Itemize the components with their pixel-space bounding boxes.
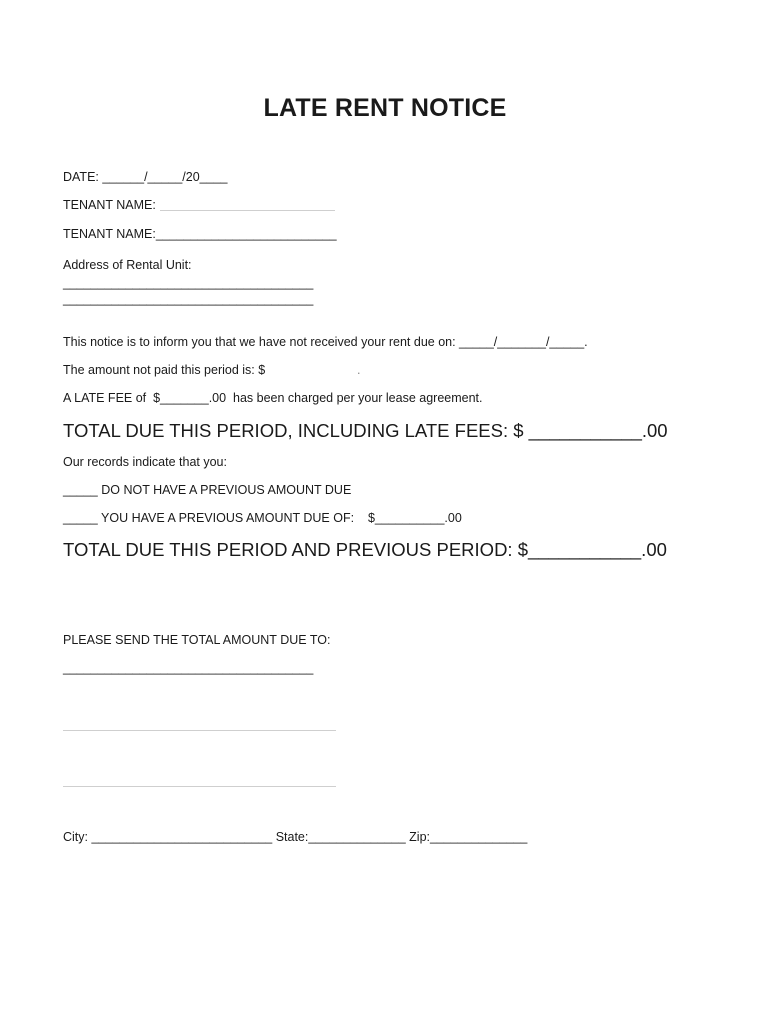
amount-not-paid-text: The amount not paid this period is: $ <box>63 363 266 377</box>
total-due-previous-period: TOTAL DUE THIS PERIOD AND PREVIOUS PERIOD: $___________.00 <box>63 539 667 560</box>
total-due-late-fees: TOTAL DUE THIS PERIOD, INCLUDING LATE FEES: $ ___________.00 <box>63 420 668 441</box>
tenant-name-line-1[interactable] <box>160 210 335 211</box>
late-fee-text: A LATE FEE of $_______.00 has been charged per your lease agreement. <box>63 391 483 405</box>
send-to-line-1[interactable]: ____________________________________ <box>63 661 314 675</box>
city-state-zip-field[interactable]: City: __________________________ State:______________ Zip:______________ <box>63 830 528 844</box>
address-line-2[interactable]: ____________________________________ <box>63 292 314 306</box>
send-to-line-3[interactable] <box>63 786 336 787</box>
send-to-line-2[interactable] <box>63 730 336 731</box>
option-previous-amount[interactable]: _____ YOU HAVE A PREVIOUS AMOUNT DUE OF: $__________.00 <box>63 511 462 525</box>
send-to-label: PLEASE SEND THE TOTAL AMOUNT DUE TO: <box>63 633 331 647</box>
tenant-name-field-2[interactable]: TENANT NAME:__________________________ <box>63 227 337 241</box>
tenant-name-label-1: TENANT NAME: <box>63 198 156 212</box>
option-no-previous-amount[interactable]: _____ DO NOT HAVE A PREVIOUS AMOUNT DUE <box>63 483 352 497</box>
address-line-1[interactable]: ____________________________________ <box>63 276 314 290</box>
records-text: Our records indicate that you: <box>63 455 227 469</box>
address-label: Address of Rental Unit: <box>63 258 192 272</box>
document-title: LATE RENT NOTICE <box>263 94 507 122</box>
date-field[interactable]: DATE: ______/_____/20____ <box>63 170 228 184</box>
inform-text: This notice is to inform you that we have not received your rent due on: _____/_______/_____. <box>63 335 588 349</box>
amount-not-paid-dot: . <box>357 363 361 377</box>
